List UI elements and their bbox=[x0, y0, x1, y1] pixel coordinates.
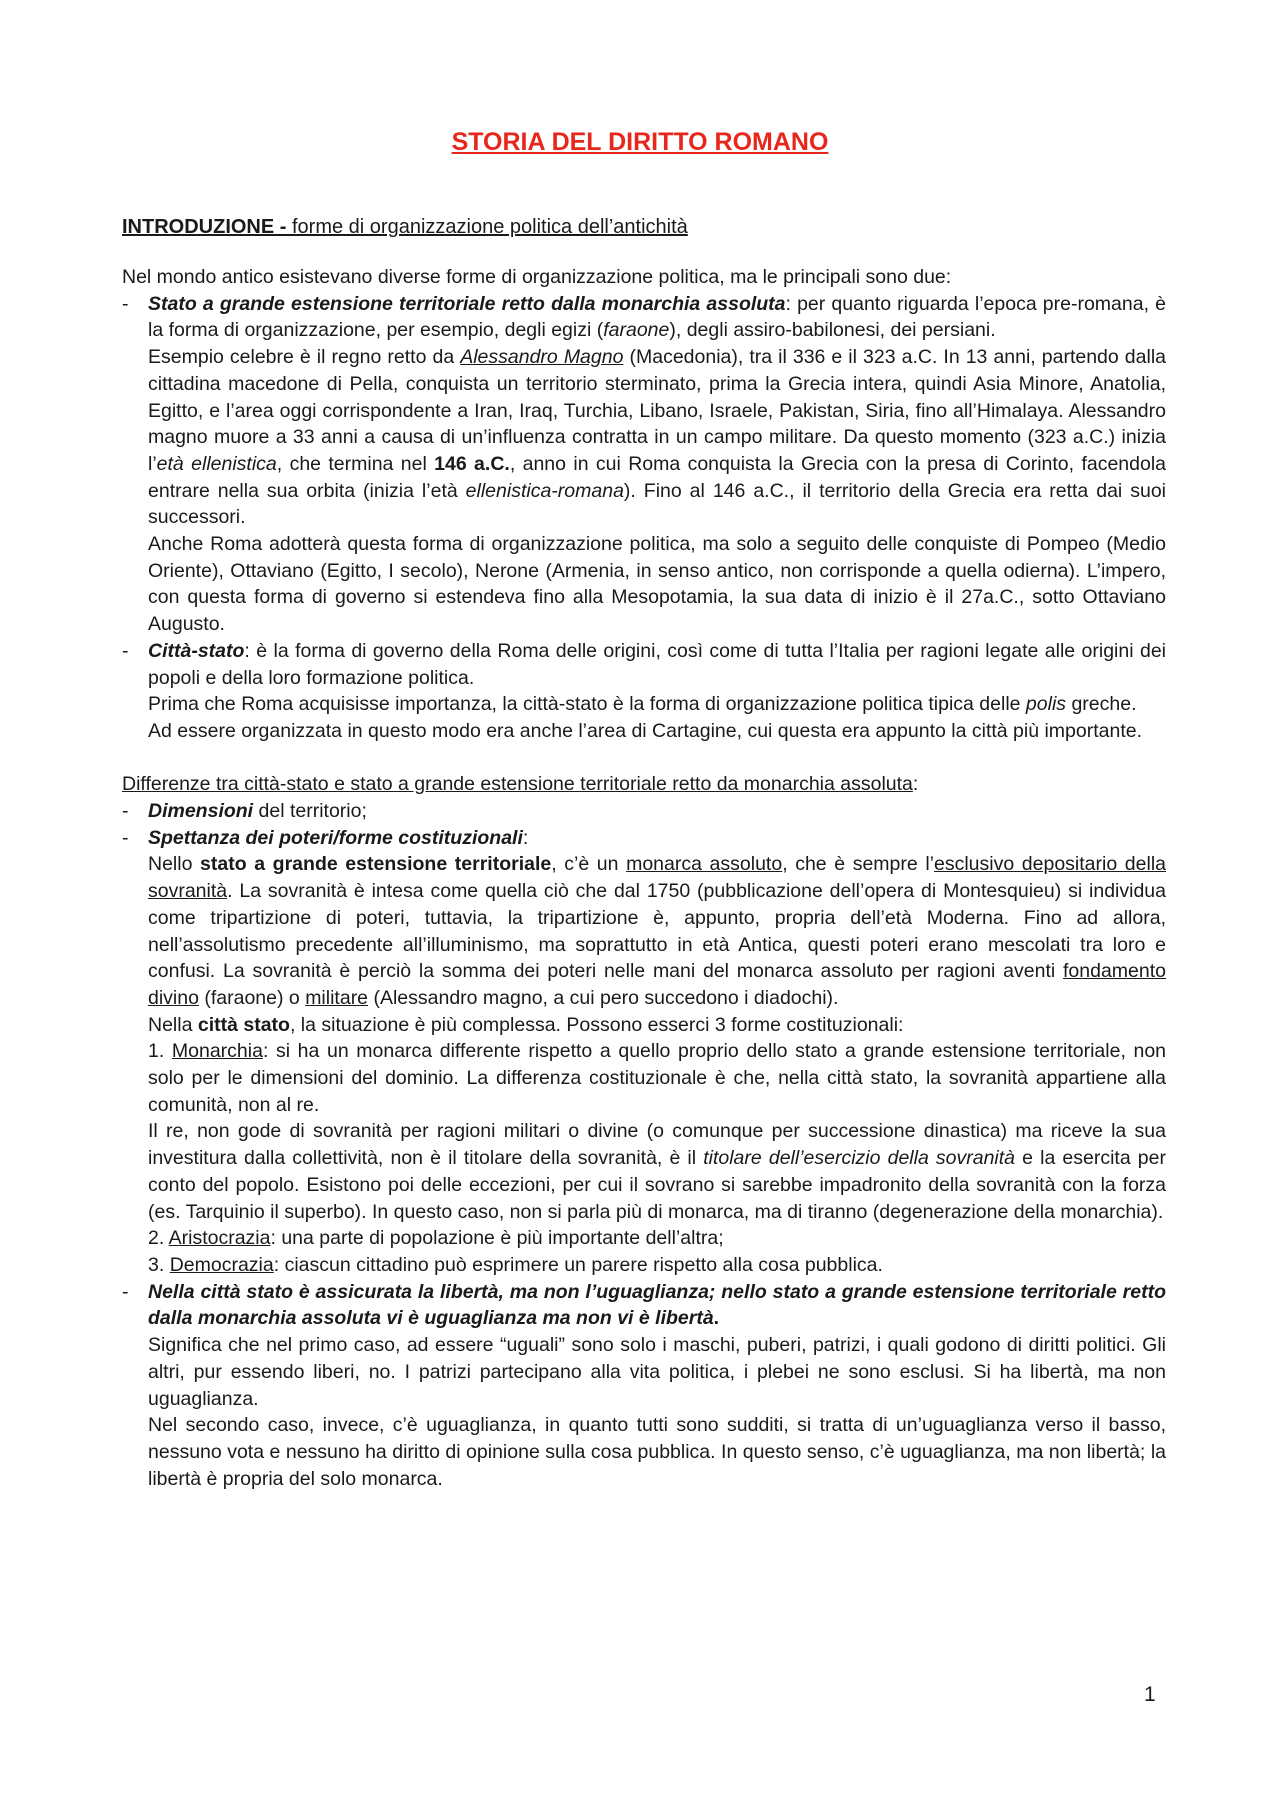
text: (faraone) o bbox=[198, 986, 306, 1009]
paragraph-secondo-caso: Nel secondo caso, invece, c’è uguaglianza, in quanto tutti sono sudditi, si tratta di un’uguaglianza verso il basso, nessuno vota e nessuno ha diritto di opinione sulla cosa pubblica. In questo senso, c’è uguaglianza, ma non libertà; la libertà è propria del solo monarca. bbox=[148, 1414, 1166, 1490]
text-underlined: esclusivo depositario della sovranità bbox=[148, 853, 1166, 903]
bullet-dash: - bbox=[122, 800, 129, 823]
bullet-dash: - bbox=[122, 292, 129, 315]
bullet-dash: - bbox=[122, 639, 129, 662]
text: : bbox=[522, 826, 529, 849]
diff-heading bbox=[122, 771, 1166, 798]
text: 1. bbox=[148, 1040, 172, 1063]
heading-sub: forme di organizzazione politica dell’antichità bbox=[292, 216, 688, 238]
bullet-dash: - bbox=[122, 826, 129, 849]
text-italic: titolare dell’esercizio della sovranità bbox=[703, 1147, 1016, 1170]
page-number: 1 bbox=[1144, 1683, 1156, 1706]
text: , anno in cui Roma conquista la Grecia con la presa di Corinto, facendola entrare nella sua orbita (inizia l’età bbox=[148, 452, 1167, 502]
text: , che termina nel bbox=[276, 452, 435, 475]
form-monarchia bbox=[122, 1038, 1166, 1118]
text-underlined: militare bbox=[305, 986, 369, 1009]
text: : ciascun cittadino può esprimere un parere rispetto alla cosa pubblica. bbox=[273, 1254, 883, 1276]
form-democrazia bbox=[122, 1252, 1166, 1279]
text-underlined: monarca assoluto bbox=[626, 853, 783, 876]
text-underlined: Monarchia bbox=[171, 1040, 263, 1063]
text-underlined: Differenze tra città-stato e stato a grande estensione territoriale retto da monarchia assoluta bbox=[122, 773, 913, 796]
paragraph-re bbox=[122, 1118, 1166, 1225]
text: Prima che Roma acquisisse importanza, la città-stato è la forma di organizzazione politica tipica delle bbox=[148, 693, 1026, 716]
text: : bbox=[912, 773, 919, 796]
citta-paragraph-polis bbox=[122, 691, 1166, 718]
document-title: STORIA DEL DIRITTO ROMANO bbox=[451, 128, 829, 156]
text-italic: faraone bbox=[603, 319, 670, 342]
text-underlined: Aristocrazia bbox=[168, 1227, 271, 1250]
text-italic: polis bbox=[1025, 693, 1067, 716]
text: : è la forma di governo della Roma delle origini, così come di tutta l’Italia per ragioni legate alle origini dei popoli e della loro formazione politica. bbox=[148, 639, 1166, 689]
stato-paragraph-alessandro bbox=[122, 344, 1166, 531]
heading-main: INTRODUZIONE - bbox=[122, 216, 292, 238]
text: del territorio; bbox=[253, 800, 367, 823]
text-italic: ellenistica-romana bbox=[465, 479, 624, 502]
text: e la esercita per conto del popolo. Esistono poi delle eccezioni, per cui il sovrano si sarebbe impadronito della sovranità con la forza (es. Tarquinio il superbo). In questo caso, non si parla più di monarca, ma di tiranno (degenerazione della monarchia). bbox=[148, 1147, 1166, 1223]
text: 2. bbox=[148, 1227, 169, 1250]
list-item-stato bbox=[122, 291, 1166, 344]
text-alessandro: Alessandro Magno bbox=[460, 346, 624, 369]
term-liberta: Nella città stato è assicurata la libertà, ma non l’uguaglianza; nello stato a grande estensione territoriale retto dalla monarchia assoluta vi è uguaglianza ma non vi è libertà bbox=[148, 1280, 1166, 1330]
term-dimensioni: Dimensioni bbox=[148, 800, 254, 823]
citta-paragraph-cartagine: Ad essere organizzata in questo modo era anche l’area di Cartagine, cui questa era appunto la città più importante. bbox=[148, 719, 1143, 742]
text: , che è sempre l’ bbox=[782, 853, 934, 876]
text-underlined: Democrazia bbox=[169, 1254, 274, 1276]
term-stato: Stato a grande estensione territoriale retto dalla monarchia assoluta bbox=[148, 292, 786, 315]
list-item-dimensioni bbox=[122, 798, 1166, 825]
text: ), degli assiro-babilonesi, dei persiani. bbox=[669, 319, 996, 342]
text: greche. bbox=[1066, 693, 1137, 716]
text-bold: . bbox=[713, 1307, 720, 1330]
form-aristocrazia bbox=[122, 1225, 1166, 1252]
text: Nello bbox=[148, 853, 201, 876]
spettanza-paragraph-stato bbox=[122, 851, 1166, 1011]
text-bold: città stato bbox=[197, 1013, 290, 1036]
spacer bbox=[122, 745, 1166, 772]
bullet-dash: - bbox=[122, 1280, 129, 1303]
text: ). Fino al 146 a.C., il territorio della Grecia era retta dai suoi successori. bbox=[148, 479, 1166, 529]
text: (Macedonia), tra il 336 e il 323 a.C. In 13 anni, partendo dalla cittadina macedone di Pella, conquista un territorio sterminato, prima la Grecia intera, quindi Asia Minore, Anatolia, Egitto, e l’area oggi corrispondente a Iran, Iraq, Turchia, Libano, Israele, Pakistan, Siria, fino all’Himalaya. Alessandro magno muore a 33 anni a causa di un’influenza contratta in un campo militare. Da questo momento (323 a.C.) inizia l’ bbox=[148, 346, 1166, 475]
text-bold: 146 a.C. bbox=[434, 452, 510, 475]
document-body bbox=[122, 264, 1166, 1492]
section-heading bbox=[122, 214, 688, 240]
text: 3. bbox=[148, 1254, 170, 1276]
text: Nella bbox=[148, 1013, 198, 1036]
text: : una parte di popolazione è più importante dell’altra; bbox=[270, 1227, 724, 1250]
term-citta: Città-stato bbox=[148, 639, 245, 662]
term-spettanza: Spettanza dei poteri/forme costituzionali bbox=[148, 826, 523, 849]
intro-paragraph: Nel mondo antico esistevano diverse forme di organizzazione politica, ma le principali sono due: bbox=[122, 266, 952, 288]
text: Esempio celebre è il regno retto da bbox=[148, 346, 461, 369]
list-item-citta bbox=[122, 638, 1166, 691]
text: Il re, non gode di sovranità per ragioni militari o divine (o comunque per successione dinastica) ma riceve la sua investitura dalla collettività, non è il titolare della sovranità, è il bbox=[148, 1120, 1166, 1170]
paragraph-significa: Significa che nel primo caso, ad essere “uguali” sono solo i maschi, puberi, patrizi, i quali godono di diritti politici. Gli altri, pur essendo liberi, no. I patrizi partecipano alla vita politica, i plebei ne sono esclusi. Si ha libertà, ma non uguaglianza. bbox=[148, 1334, 1166, 1410]
text: (Alessandro magno, a cui pero succedono i diadochi). bbox=[368, 986, 839, 1009]
list-item-liberta bbox=[122, 1279, 1166, 1332]
list-item-spettanza bbox=[122, 825, 1166, 852]
stato-paragraph-roma: Anche Roma adotterà questa forma di organizzazione politica, ma solo a seguito delle conquiste di Pompeo (Medio Oriente), Ottaviano (Egitto, I secolo), Nerone (Armenia, in senso antico, non corrisponde a quella odierna). L’impero, con questa forma di governo si estendeva fino alla Mesopotamia, la sua data di inizio è il 27a.C., sotto Ottaviano Augusto. bbox=[148, 533, 1166, 636]
spettanza-paragraph-citta bbox=[122, 1012, 1166, 1039]
text: , la situazione è più complessa. Possono esserci 3 forme costituzionali: bbox=[289, 1013, 904, 1036]
text-underlined: fondamento divino bbox=[148, 960, 1166, 1009]
text: : per quanto riguarda l’epoca pre-romana, è la forma di organizzazione, per esempio, degli egizi ( bbox=[148, 292, 1166, 342]
text: : si ha un monarca differente rispetto a quello proprio dello stato a grande estensione territoriale, non solo per le dimensioni del dominio. La differenza costituzionale è che, nella città stato, la sovranità appartiene alla comunità, non al re. bbox=[148, 1040, 1167, 1116]
text-italic: età ellenistica bbox=[156, 452, 277, 475]
text: . La sovranità è intesa come quella ciò che dal 1750 (pubblicazione dell’opera di Montesquieu) si individua come tripartizione di poteri, tuttavia, la tripartizione è, appunto, propria dell’età Moderna. Fino ad allora, nell’assolutismo precedente all’illuminismo, ma soprattutto in età Antica, questi poteri erano mescolati tra loro e confusi. La sovranità è perciò la somma dei poteri nelle mani del monarca assoluto per ragioni aventi bbox=[148, 880, 1166, 983]
text-bold: stato a grande estensione territoriale bbox=[200, 853, 552, 876]
text: , c’è un bbox=[551, 853, 627, 876]
